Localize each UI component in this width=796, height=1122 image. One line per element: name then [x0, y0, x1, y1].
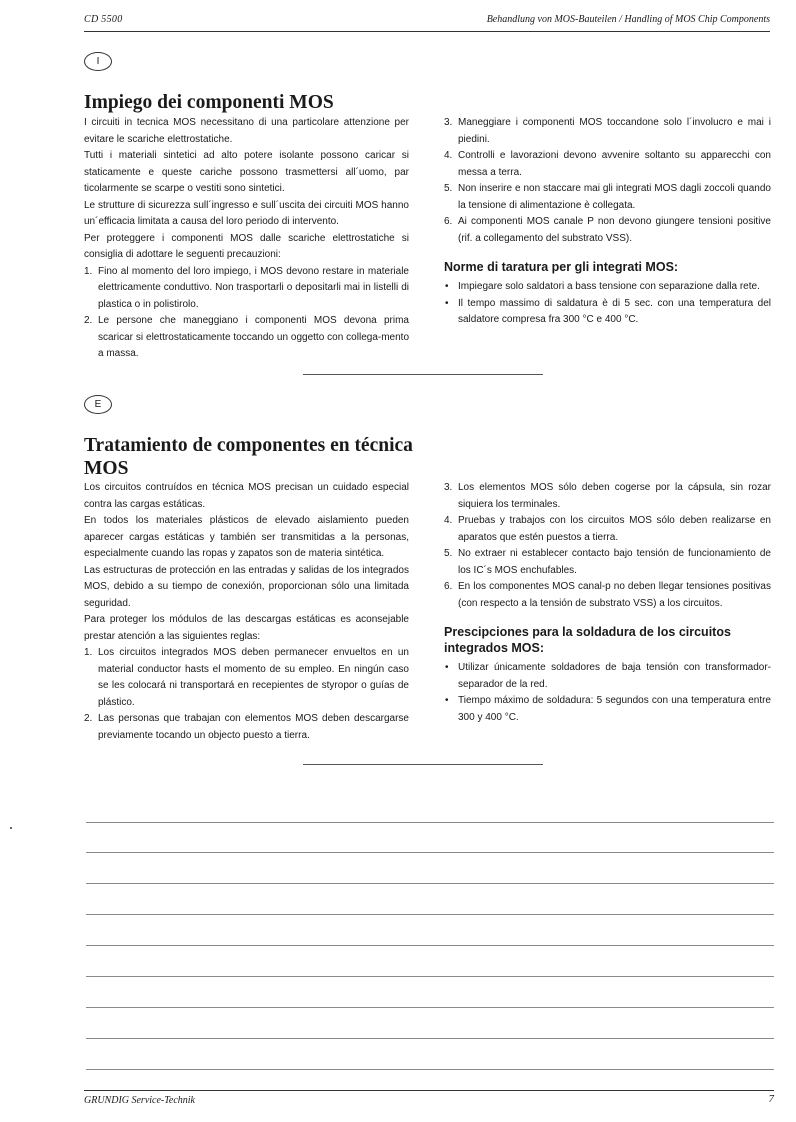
note-line	[86, 1069, 774, 1070]
spanish-right-column	[444, 480, 771, 726]
paragraph: I circuiti in tecnica MOS necessitano di una particolare attenzione per evitare le scariche elettrostatiche.	[84, 117, 409, 145]
list-item	[444, 579, 771, 612]
note-line	[86, 883, 774, 884]
list-number: 4.	[444, 515, 453, 526]
list-text: Pruebas y trabajos con los circuitos MOS sólo deben realizarse en aparatos que estén puestos a tierra.	[458, 515, 771, 543]
soldering-list	[444, 279, 771, 329]
list-item	[84, 313, 409, 363]
list-number: 6.	[444, 581, 453, 592]
section-title-italian: Impiego dei componenti MOS	[84, 92, 334, 113]
list-text: No extraer ni establecer contacto bajo tensión de funcionamiento de los IC´s MOS enchufables.	[458, 548, 771, 576]
list-item	[84, 264, 409, 314]
paragraph: Tutti i materiali sintetici ad alto potere isolante possono caricar si staticamente e queste cariche possono trasmettersi all´uomo, par ticolarmente se scarpe o vestiti sono sintetici.	[84, 150, 409, 194]
list-number: 5.	[444, 548, 453, 559]
soldering-list	[444, 660, 771, 726]
list-text: En los componentes MOS canal-p no deben llegar tensiones positivas (con respecto a la tensión de substrato VSS) a los circuitos.	[458, 581, 771, 609]
list-number: 2.	[84, 713, 93, 724]
list-number: 6.	[444, 216, 453, 227]
section-divider	[303, 374, 543, 375]
list-text: Los circuitos integrados MOS deben permanecer envueltos en un material conductor hasts el momento de su empleo. En ningún caso se les colocará ni transportará en recepientes de styropor o guías de plástico.	[98, 647, 409, 708]
list-item	[444, 546, 771, 579]
rules-list	[84, 645, 409, 744]
note-line	[86, 976, 774, 977]
paragraph: Las estructuras de protección en las entradas y salidas de los integrados MOS, debido a su tiempo de conexión, proporcionan sólo una limitada seguridad.	[84, 564, 409, 609]
list-number: 3.	[444, 117, 453, 128]
paragraph: Para proteger los módulos de las descargas estáticas es aconsejable prestar atención a las siguientes reglas:	[84, 614, 409, 642]
list-item	[84, 645, 409, 711]
note-line	[86, 1007, 774, 1008]
note-line	[86, 945, 774, 946]
footer-publisher: GRUNDIG Service-Technik	[84, 1095, 195, 1106]
list-item	[444, 214, 771, 247]
precautions-list	[84, 264, 409, 363]
footer-rule	[84, 1090, 774, 1091]
soldering-heading-spanish: Prescipciones para la soldadura de los circuitos integrados MOS:	[444, 625, 731, 655]
note-line	[86, 914, 774, 915]
section-divider	[303, 764, 543, 765]
list-text: Las personas que trabajan con elementos MOS deben descargarse previamente tocando un objecto puesto a tierra.	[98, 713, 409, 741]
list-text: Maneggiare i componenti MOS toccandone solo l´involucro e mai i piedini.	[458, 117, 771, 145]
header-model: CD 5500	[84, 14, 123, 25]
paragraph: En todos los materiales plásticos de elevado aislamiento pueden aparecer cargas estáticas y también ser transmitidas a la personas, especialmente cuando las ropas y zapatos son de materia sintética.	[84, 515, 409, 559]
list-number: 1.	[84, 647, 93, 658]
list-text: Le persone che maneggiano i componenti MOS devona prima scaricar si elettrostaticamente toccando un oggetto con collega-mento a massa.	[98, 315, 409, 359]
soldering-heading-italian: Norme di taratura per gli integrati MOS:	[444, 260, 679, 274]
bullet-item: • Il tempo massimo di saldatura è di 5 sec. con una temperatura del saldatore compresa fra 300 °C e 400 °C.	[444, 296, 771, 329]
list-number: 5.	[444, 183, 453, 194]
list-item	[444, 181, 771, 214]
rules-list-continued	[444, 480, 771, 612]
list-number: 1.	[84, 265, 93, 277]
list-text: Fino al momento del loro impiego, i MOS devono restare in materiale elettricamente conduttivo. Non trasportarli o depositarli mai in listelli di plastica o in polistirolo.	[98, 265, 409, 310]
list-item	[444, 480, 771, 513]
header-title: Behandlung von MOS-Bauteilen / Handling of MOS Chip Components	[486, 14, 770, 25]
list-item	[444, 148, 771, 181]
list-item	[84, 711, 409, 744]
bullet-item: • Utilizar únicamente soldadores de baja tensión con transformador-separador de la red.	[444, 660, 771, 693]
paragraph: Los circuitos contruídos en técnica MOS precisan un cuidado especial contra las cargas estáticas.	[84, 482, 409, 510]
list-number: 2.	[84, 315, 93, 326]
language-badge-spanish: E	[84, 395, 112, 414]
note-line	[86, 852, 774, 853]
section-title-spanish: Tratamiento de componentes en técnica MOS	[84, 435, 413, 479]
list-number: 3.	[444, 482, 453, 493]
page-number: 7	[768, 1093, 774, 1105]
bullet-item: • Tiempo máximo de soldadura: 5 segundos con una temperatura entre 300 y 400 °C.	[444, 693, 771, 726]
list-number: 4.	[444, 150, 453, 161]
spanish-left-column	[84, 480, 409, 744]
paragraph: Le strutture di sicurezza sull´ingresso e sull´uscita dei circuiti MOS hanno un´efficacia limitata a causa del loro periodo di intervento.	[84, 199, 409, 227]
italian-left-column	[84, 115, 409, 363]
list-item	[444, 513, 771, 546]
header-rule	[84, 31, 770, 32]
list-item	[444, 115, 771, 148]
scan-speck	[10, 827, 12, 829]
note-line	[86, 1038, 774, 1039]
list-text: Ai componenti MOS canale P non devono giungere tensioni positive (rif. a collegamento del substrato VSS).	[458, 216, 771, 244]
list-text: Non inserire e non staccare mai gli integrati MOS dagli zoccoli quando la tensione di alimentazione è collegata.	[458, 183, 771, 211]
list-text: Los elementos MOS sólo deben cogerse por la cápsula, sin rozar siquiera los terminales.	[458, 482, 771, 510]
bullet-item: • Impiegare solo saldatori a bass tensione con separazione dalla rete.	[444, 279, 771, 296]
precautions-list-continued	[444, 115, 771, 247]
italian-right-column	[444, 115, 771, 329]
list-text: Controlli e lavorazioni devono avvenire soltanto su apparecchi con messa a terra.	[458, 150, 771, 178]
paragraph: Per proteggere i componenti MOS dalle scariche elettrostatiche si consiglia di adottare le seguenti precauzioni:	[84, 232, 409, 260]
language-badge-italian: I	[84, 52, 112, 71]
note-line	[86, 822, 774, 823]
